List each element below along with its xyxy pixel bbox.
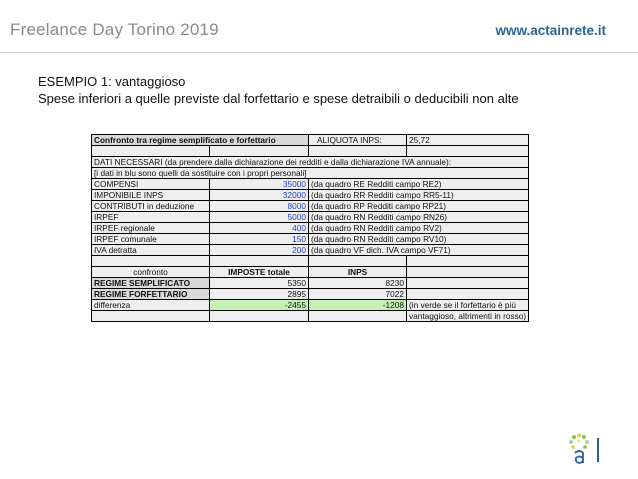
input-value[interactable]: 32000 [210,190,309,201]
sheet-title-row [92,135,529,146]
input-label: IMPONIBILE INPS [92,190,210,201]
differenza-note-row [92,311,529,322]
semplificato-row [92,278,529,289]
table-row [92,223,529,234]
table-row [92,201,529,212]
input-note: (da quadro RN Redditi campo RV2) [309,223,529,234]
table-row [92,245,529,256]
logo-divider [597,438,599,462]
inps-header: INPS [309,267,407,278]
empty-row [92,146,529,157]
comparison-spreadsheet [91,134,529,322]
empty-row [92,256,529,267]
semplificato-inps: 8230 [309,278,407,289]
differenza-inps: -1208 [309,300,407,311]
forfettario-label: REGIME FORFETTARIO [92,289,210,300]
input-value[interactable]: 5000 [210,212,309,223]
differenza-note-2: vantaggioso, altrimenti in rosso) [407,311,529,322]
input-label: CONTRIBUTI in deduzione [92,201,210,212]
dati-necessari: DATI NECESSARI (da prendere dalla dichiarazione dei redditi e dalla dichiarazione IVA annuale): [92,157,529,168]
website-link[interactable]: www.actainrete.it [495,23,606,38]
confronto-header: confronto [92,267,210,278]
forfettario-imposte: 2895 [210,289,309,300]
aliquota-label: ALIQUOTA INPS: [309,135,407,146]
table-row [92,179,529,190]
differenza-note-1: (in verde se il forfettario è più [407,300,529,311]
input-note: (da quadro RP Redditi campo RP21) [309,201,529,212]
aliquota-value: 25,72 [407,135,529,146]
example-title: ESEMPIO 1: vantaggioso [38,74,186,89]
example-description: Spese inferiori a quelle previste dal forfettario e spese detraibili o deducibili non alte [38,91,519,106]
semplificato-imposte: 5350 [210,278,309,289]
sheet-title: Confronto tra regime semplificato e forfettario [92,135,309,146]
input-note: (da quadro RN Redditi campo RV10) [309,234,529,245]
imposte-header: IMPOSTE totale [210,267,309,278]
input-label: IVA detratta [92,245,210,256]
differenza-label: differenza [92,300,210,311]
compare-header-row [92,267,529,278]
dati-blu-row [92,168,529,179]
input-value[interactable]: 200 [210,245,309,256]
input-note: (da quadro RE Redditi campo RE2) [309,179,529,190]
input-note: (da quadro VF dich. IVA campo VF71) [309,245,529,256]
input-label: IRPEF comunale [92,234,210,245]
presentation-title: Freelance Day Torino 2019 [10,20,219,39]
header-divider [0,52,638,53]
differenza-row [92,300,529,311]
input-value[interactable]: 400 [210,223,309,234]
input-note: (da quadro RN Redditi campo RN26) [309,212,529,223]
input-value[interactable]: 8000 [210,201,309,212]
differenza-imposte: -2455 [210,300,309,311]
input-label: IRPEF [92,212,210,223]
acta-logo-icon [566,433,596,465]
input-value[interactable]: 150 [210,234,309,245]
input-label: COMPENSI [92,179,210,190]
table-row [92,212,529,223]
input-note: (da quadro RR Redditi campo RR5-11) [309,190,529,201]
dati-necessari-row [92,157,529,168]
input-value[interactable]: 35000 [210,179,309,190]
forfettario-inps: 7022 [309,289,407,300]
forfettario-row [92,289,529,300]
semplificato-label: REGIME SEMPLIFICATO [92,278,210,289]
dati-blu-note: [i dati in blu sono quelli da sostituire con i propri personali] [92,168,529,179]
input-label: IRPEF regionale [92,223,210,234]
table-row [92,234,529,245]
table-row [92,190,529,201]
